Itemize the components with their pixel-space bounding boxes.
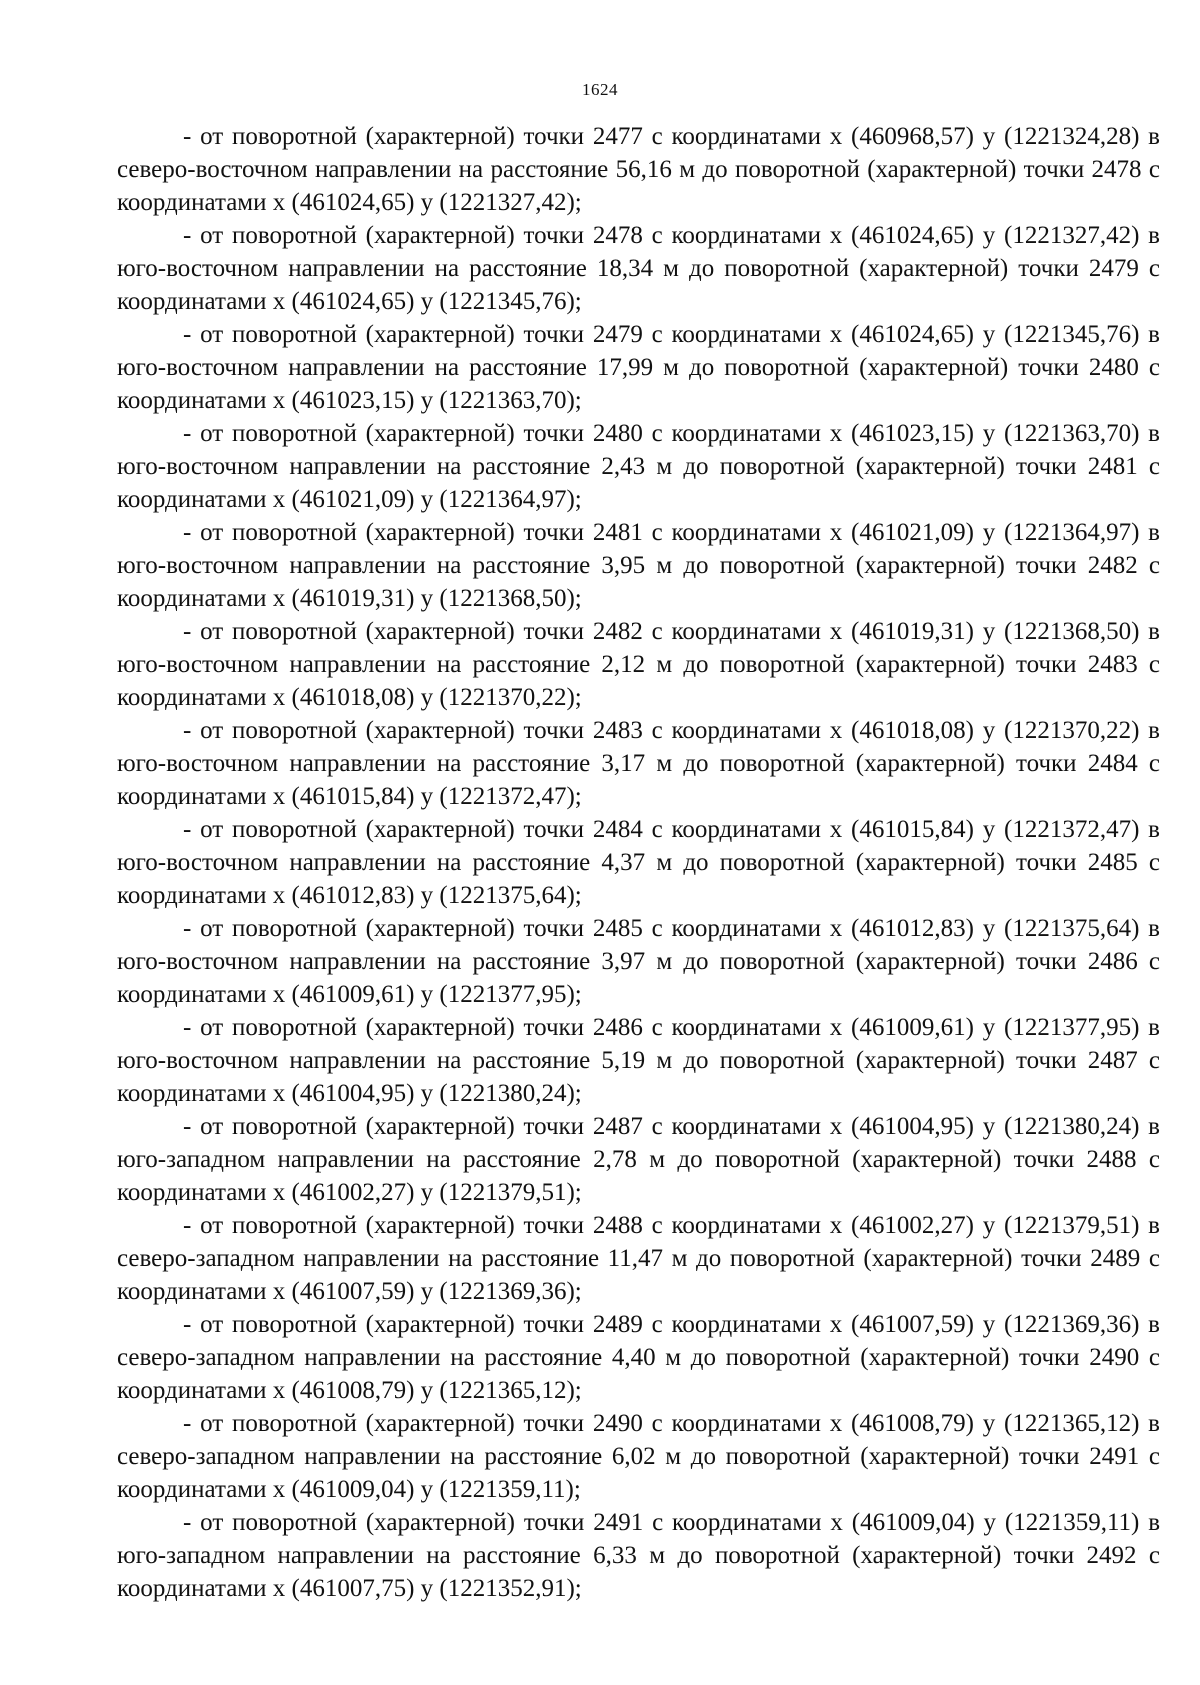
paragraph: - от поворотной (характерной) точки 2479 с координатами х (461024,65) у (1221345,76) в юго-восточном направлении на расстояние 17,99 м до поворотной (характерной) точки 2480 с координатами х (461023,15) у (1221363,70);	[117, 321, 1160, 414]
paragraph: - от поворотной (характерной) точки 2485 с координатами х (461012,83) у (1221375,64) в юго-восточном направлении на расстояние 3,97 м до поворотной (характерной) точки 2486 с координатами х (461009,61) у (1221377,95);	[117, 915, 1160, 1008]
document-body	[117, 120, 1160, 1605]
paragraph: - от поворотной (характерной) точки 2488 с координатами х (461002,27) у (1221379,51) в северо-западном направлении на расстояние 11,47 м до поворотной (характерной) точки 2489 с координатами х (461007,59) у (1221369,36);	[117, 1212, 1160, 1305]
paragraph: - от поворотной (характерной) точки 2486 с координатами х (461009,61) у (1221377,95) в юго-восточном направлении на расстояние 5,19 м до поворотной (характерной) точки 2487 с координатами х (461004,95) у (1221380,24);	[117, 1014, 1160, 1107]
paragraph: - от поворотной (характерной) точки 2482 с координатами х (461019,31) у (1221368,50) в юго-восточном направлении на расстояние 2,12 м до поворотной (характерной) точки 2483 с координатами х (461018,08) у (1221370,22);	[117, 618, 1160, 711]
paragraph: - от поворотной (характерной) точки 2484 с координатами х (461015,84) у (1221372,47) в юго-восточном направлении на расстояние 4,37 м до поворотной (характерной) точки 2485 с координатами х (461012,83) у (1221375,64);	[117, 816, 1160, 909]
page-number: 1624	[582, 80, 618, 99]
paragraph: - от поворотной (характерной) точки 2477 с координатами х (460968,57) у (1221324,28) в северо-восточном направлении на расстояние 56,16 м до поворотной (характерной) точки 2478 с координатами х (461024,65) у (1221327,42);	[117, 123, 1160, 216]
paragraph: - от поворотной (характерной) точки 2487 с координатами х (461004,95) у (1221380,24) в юго-западном направлении на расстояние 2,78 м до поворотной (характерной) точки 2488 с координатами х (461002,27) у (1221379,51);	[117, 1113, 1160, 1206]
paragraph: - от поворотной (характерной) точки 2480 с координатами х (461023,15) у (1221363,70) в юго-восточном направлении на расстояние 2,43 м до поворотной (характерной) точки 2481 с координатами х (461021,09) у (1221364,97);	[117, 420, 1160, 513]
paragraph: - от поворотной (характерной) точки 2491 с координатами х (461009,04) у (1221359,11) в юго-западном направлении на расстояние 6,33 м до поворотной (характерной) точки 2492 с координатами х (461007,75) у (1221352,91);	[117, 1509, 1160, 1602]
paragraph: - от поворотной (характерной) точки 2490 с координатами х (461008,79) у (1221365,12) в северо-западном направлении на расстояние 6,02 м до поворотной (характерной) точки 2491 с координатами х (461009,04) у (1221359,11);	[117, 1410, 1160, 1503]
paragraph: - от поворотной (характерной) точки 2481 с координатами х (461021,09) у (1221364,97) в юго-восточном направлении на расстояние 3,95 м до поворотной (характерной) точки 2482 с координатами х (461019,31) у (1221368,50);	[117, 519, 1160, 612]
paragraph: - от поворотной (характерной) точки 2489 с координатами х (461007,59) у (1221369,36) в северо-западном направлении на расстояние 4,40 м до поворотной (характерной) точки 2490 с координатами х (461008,79) у (1221365,12);	[117, 1311, 1160, 1404]
paragraph: - от поворотной (характерной) точки 2478 с координатами х (461024,65) у (1221327,42) в юго-восточном направлении на расстояние 18,34 м до поворотной (характерной) точки 2479 с координатами х (461024,65) у (1221345,76);	[117, 222, 1160, 315]
paragraph: - от поворотной (характерной) точки 2483 с координатами х (461018,08) у (1221370,22) в юго-восточном направлении на расстояние 3,17 м до поворотной (характерной) точки 2484 с координатами х (461015,84) у (1221372,47);	[117, 717, 1160, 810]
